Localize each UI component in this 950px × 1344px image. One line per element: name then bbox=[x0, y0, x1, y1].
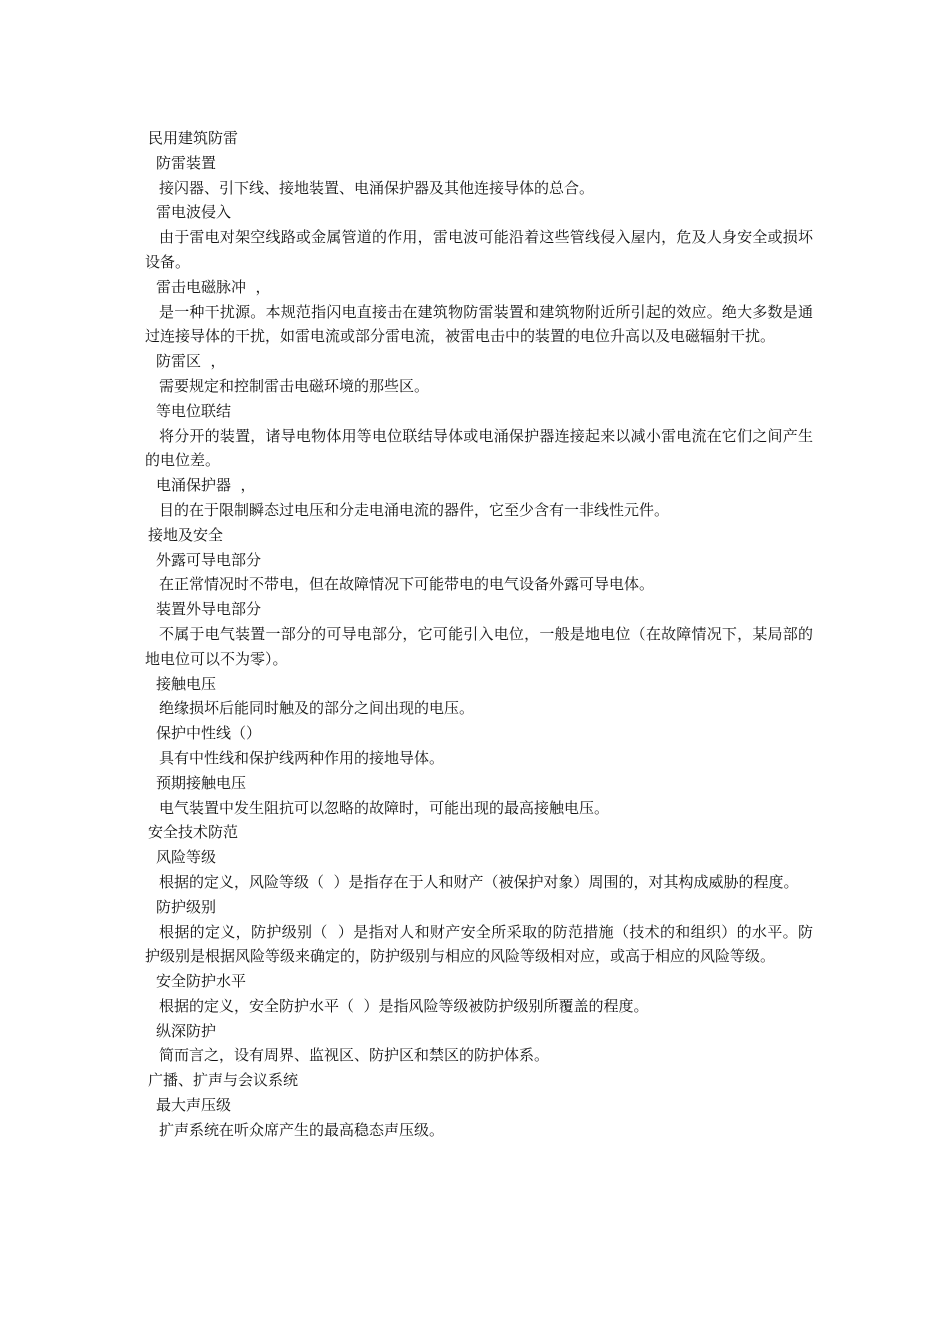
entry bbox=[145, 895, 813, 969]
section bbox=[145, 126, 813, 523]
term-heading: 防雷装置 bbox=[156, 153, 217, 172]
term-heading: 纵深防护 bbox=[156, 1021, 217, 1040]
term-definition: 根据的定义，安全防护水平（ ）是指风险等级被防护级别所覆盖的程度。 bbox=[159, 996, 649, 1015]
term-definition: 由于雷电对架空线路或金属管道的作用，雷电波可能沿着这些管线侵入屋内，危及人身安全或损坏设备。 bbox=[145, 228, 813, 271]
term-heading: 预期接触电压 bbox=[156, 773, 247, 792]
term-definition: 不属于电气装置一部分的可导电部分，它可能引入电位，一般是地电位（在故障情况下，某局部的地电位可以不为零）。 bbox=[145, 624, 813, 668]
term-definition: 需要规定和控制雷击电磁环境的那些区。 bbox=[159, 376, 430, 395]
term-heading: 防护级别 bbox=[156, 897, 217, 916]
term-definition: 是一种干扰源。本规范指闪电直接击在建筑物防雷装置和建筑物附近所引起的效应。绝大多数是通过连接导体的干扰，如雷电流或部分雷电流，被雷电击中的装置的电位升高以及电磁辐射干扰。 bbox=[145, 302, 813, 346]
term-definition: 将分开的装置，诸导电物体用等电位联结导体或电涌保护器连接起来以减小雷电流在它们之间产生的电位差。 bbox=[145, 426, 813, 470]
section bbox=[145, 1068, 813, 1142]
entry bbox=[145, 473, 813, 523]
term-heading: 保护中性线（） bbox=[156, 724, 262, 743]
term-definition: 根据的定义，风险等级（ ）是指存在于人和财产（被保护对象）周围的，对其构成威胁的程度。 bbox=[159, 872, 799, 891]
term-heading: 风险等级 bbox=[156, 848, 217, 867]
entry bbox=[145, 349, 813, 399]
entry bbox=[145, 399, 813, 473]
term-heading: 防雷区 ， bbox=[156, 352, 226, 371]
entry bbox=[145, 771, 813, 821]
entry bbox=[145, 200, 813, 274]
section-heading: 接地及安全 bbox=[148, 525, 224, 544]
entry bbox=[145, 969, 813, 1019]
term-definition: 扩声系统在听众席产生的最高稳态声压级。 bbox=[159, 1120, 445, 1139]
entry bbox=[145, 1093, 813, 1143]
entry bbox=[145, 721, 813, 771]
term-heading: 等电位联结 bbox=[156, 401, 232, 420]
entry bbox=[145, 151, 813, 201]
term-definition: 在正常情况时不带电，但在故障情况下可能带电的电气设备外露可导电体。 bbox=[159, 575, 655, 594]
term-heading: 电涌保护器 ， bbox=[156, 476, 256, 495]
section-heading: 民用建筑防雷 bbox=[148, 129, 239, 147]
term-definition: 简而言之，设有周界、监视区、防护区和禁区的防护体系。 bbox=[159, 1046, 550, 1065]
entry bbox=[145, 275, 813, 349]
section-heading: 广播、扩声与会议系统 bbox=[148, 1071, 299, 1090]
entry bbox=[145, 597, 813, 671]
entry bbox=[145, 845, 813, 895]
term-definition: 目的在于限制瞬态过电压和分走电涌电流的器件，它至少含有一非线性元件。 bbox=[159, 500, 670, 519]
term-heading: 安全防护水平 bbox=[156, 972, 247, 991]
section bbox=[145, 523, 813, 821]
section bbox=[145, 820, 813, 1068]
document-body bbox=[145, 126, 813, 1143]
term-heading: 外露可导电部分 bbox=[156, 550, 262, 569]
entry bbox=[145, 1019, 813, 1069]
term-heading: 接触电压 bbox=[156, 674, 217, 693]
entry bbox=[145, 672, 813, 722]
term-definition: 具有中性线和保护线两种作用的接地导体。 bbox=[159, 748, 445, 767]
term-definition: 电气装置中发生阻抗可以忽略的故障时，可能出现的最高接触电压。 bbox=[159, 798, 610, 817]
entry bbox=[145, 548, 813, 598]
term-heading: 雷击电磁脉冲 ， bbox=[156, 277, 271, 296]
term-heading: 雷电波侵入 bbox=[156, 203, 232, 222]
term-heading: 装置外导电部分 bbox=[156, 600, 262, 619]
section-heading: 安全技术防范 bbox=[148, 823, 239, 842]
term-heading: 最大声压级 bbox=[156, 1096, 232, 1115]
term-definition: 根据的定义，防护级别（ ）是指对人和财产安全所采取的防范措施（技术的和组织）的水平。防护级别是根据风险等级来确定的，防护级别与相应的风险等级相对应，或高于相应的风险等级。 bbox=[145, 922, 813, 966]
term-definition: 绝缘损坏后能同时触及的部分之间出现的电压。 bbox=[159, 699, 475, 718]
term-definition: 接闪器、引下线、接地装置、电涌保护器及其他连接导体的总合。 bbox=[159, 178, 595, 197]
